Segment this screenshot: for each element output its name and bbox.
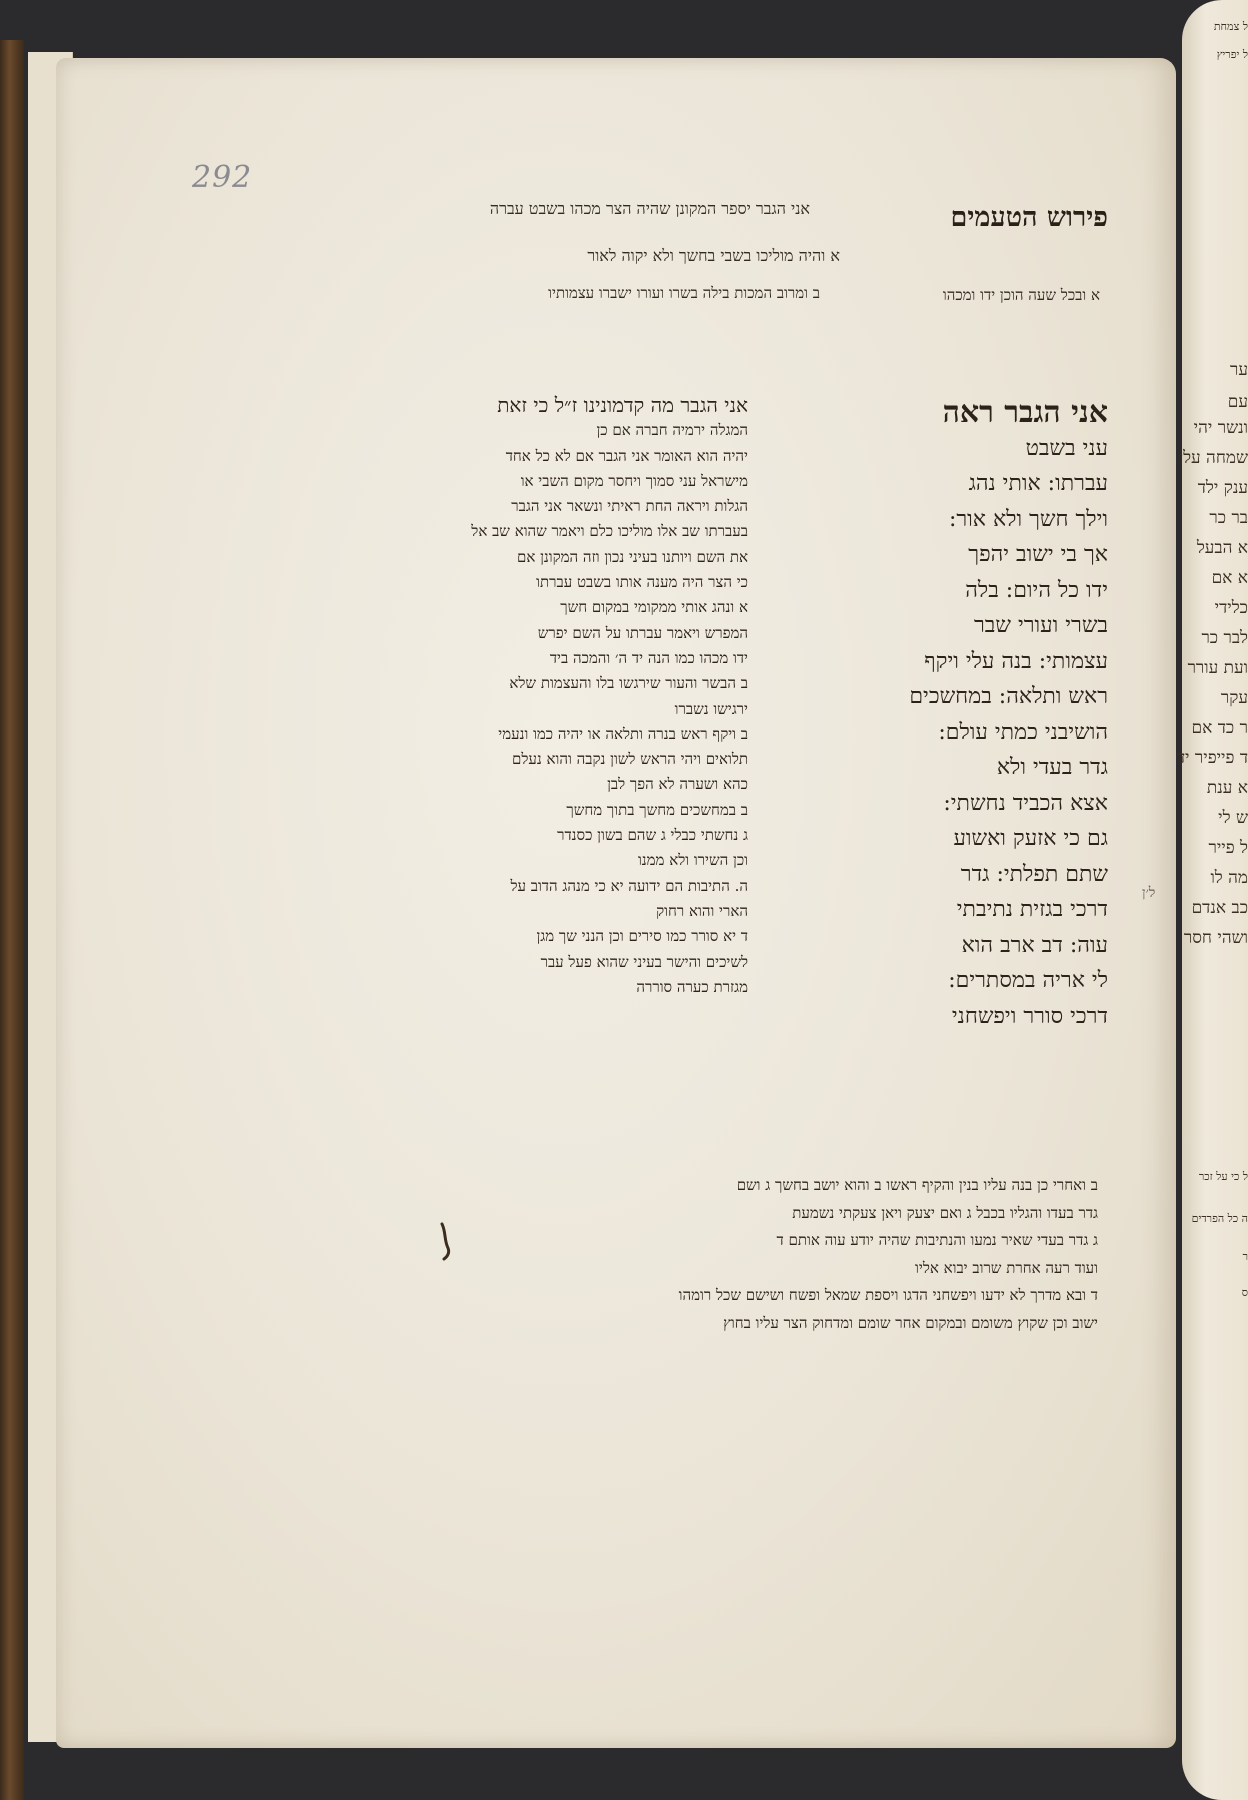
facing-page-fragment: ועת עורר <box>1187 658 1248 678</box>
facing-page-fragment: ענק ילד <box>1197 478 1248 498</box>
main-text-line: עוה: דב ארב הוא <box>961 932 1108 958</box>
main-text-line: הושיבני כמתי עולם: <box>938 719 1108 745</box>
facing-page-fragment: ר <box>1242 1250 1248 1263</box>
commentary-line: מישראל עני סמוך ויחסר מקום השבי או <box>520 471 748 490</box>
main-text-line: גדר בעדי ולא <box>996 755 1108 780</box>
facing-page-fragment: מה לו <box>1210 868 1248 888</box>
intro-line-2: א והיה מוליכו בשבי בחשך ולא יקוה לאור <box>587 246 840 265</box>
commentary-line: לשיכים והישר בעיני שהוא פעל עבר <box>540 952 748 971</box>
main-text-line: בשרי ועורי שבר <box>973 613 1108 638</box>
commentary-line: המפרש ויאמר עברתו על השם יפרש <box>537 623 748 642</box>
commentary-line: ה. התיבות הם ידועה יא כי מנהג הדוב על <box>510 876 748 895</box>
main-text-line: דרכי סורר ויפשחני <box>951 1003 1108 1029</box>
commentary-line: תלואים ויהי הראש לשון נקבה והוא נעלם <box>512 750 748 769</box>
bottom-note-line: ישוב וכן שקוץ משומם ובמקום אחר שומם ומדחוק הצר עליו בחוץ <box>723 1313 1098 1332</box>
main-text-line: גם כי אזעק ואשוע <box>953 826 1108 851</box>
main-text-line: ידו כל היום: בלה <box>965 577 1108 603</box>
folio-number: 292 <box>192 160 253 195</box>
facing-page-fragment: ר כד אם <box>1191 718 1248 738</box>
bottom-note-line: ג גדר בעדי שאיר נמעו והנתיבות שהיה יודע עוה אותם ד <box>776 1231 1098 1250</box>
commentary-line: ד יא סורר כמו סירים וכן הנני שך מגן <box>536 927 748 946</box>
commentary-line: ג נחשתי כבלי ג שהם בשון כסנדר <box>557 826 748 845</box>
commentary-line: אני הגבר מה קדמונינו ז״ל כי זאת <box>497 393 748 417</box>
commentary-line: יהיה הוא האומר אני הגבר אם לא כל אחד <box>505 446 748 465</box>
facing-page-fragment: ל כי על זכר <box>1198 1170 1248 1183</box>
facing-page-fragment: ס <box>1241 1286 1248 1299</box>
commentary-line: ב הבשר והעור שירגשו בלו והעצמות שלא <box>509 674 748 693</box>
facing-page-fragment: עם <box>1227 392 1248 412</box>
commentary-line: כהא ושערה לא הפך לבן <box>607 775 748 794</box>
main-text-line: וילך חשך ולא אור: <box>948 506 1108 532</box>
facing-page-fragment: בר כר <box>1209 508 1248 528</box>
facing-page-fragment: ד פייפיר יד <box>1176 748 1248 768</box>
main-text-line: שתם תפלתי: גדר <box>960 861 1108 887</box>
main-text-line: עני בשבט <box>1025 435 1108 461</box>
bottom-note-line: ד ובא מדרך לא ידעו ויפשחני הדגו ויספת שמאל ופשח ושישם שכל רומהו <box>678 1286 1098 1305</box>
commentary-line: ירגישו נשברו <box>674 699 748 718</box>
main-text-line: עברתו: אותי נהג <box>968 471 1108 496</box>
bottom-note-line: ב ואחרי כן בנה עליו בנין והקיף ראשו ב והוא יושב בחשך ג ושם <box>736 1176 1098 1194</box>
commentary-line: הגלות ויראה החת ראיתי ונשאר אני הגבר <box>511 497 748 516</box>
facing-page-fragment: ל יפריץ <box>1216 48 1248 61</box>
facing-page-fragment: א אם <box>1211 568 1248 588</box>
main-text-line: אני הגבר ראה <box>942 395 1108 430</box>
main-text-line: אך בי ישוב יהפך <box>968 542 1108 567</box>
intro-line-4: ב ומרוב המכות בילה בשרו ועורו ישברו עצמותיו <box>548 284 820 302</box>
margin-annotation: ל׳ן <box>1142 885 1156 901</box>
main-text-line: דרכי בגזית נתיבתי <box>956 897 1108 922</box>
facing-page-fragment: ל פייר <box>1208 838 1248 858</box>
main-text-line: ראש ותלאה: במחשכים <box>909 684 1108 709</box>
section-title: פירוש הטעמים <box>950 202 1108 233</box>
main-text-line: עצמותי: בנה עלי ויקף <box>924 648 1108 674</box>
commentary-line: בעברתו שב אלו מוליכו כלם ויאמר שהוא שב אל <box>471 522 748 541</box>
commentary-line: הארי והוא רחוק <box>656 901 748 920</box>
commentary-line: א ונהג אותי ממקומי במקום חשך <box>560 598 748 617</box>
main-text-line: אצא הכביד נחשתי: <box>943 790 1108 816</box>
facing-page-fragment: ה כל הפרדים <box>1191 1212 1248 1225</box>
book-binding <box>0 40 24 1800</box>
facing-page-fragment: כלידי <box>1214 598 1248 618</box>
facing-page-fragment: לבר כר <box>1201 628 1248 648</box>
facing-page-fragment: ש לי <box>1218 808 1248 828</box>
facing-page-fragment: ער <box>1230 360 1248 380</box>
commentary-line: ב ויקף ראש בנרה ותלאה או יהיה כמו ונעמי <box>498 724 748 743</box>
facing-page-fragment: א ענת <box>1206 778 1248 798</box>
commentary-line: וכן השירו ולא ממנו <box>637 851 748 870</box>
bottom-note-line: ועוד רעה אחרת שרוב יבוא אליו <box>915 1258 1098 1277</box>
bottom-note-line: גדר בעדו והגליו בכבל ג ואם יצעק ויאן צעקתי נשמעת <box>792 1203 1098 1222</box>
main-text-line: לי אריה במסתרים: <box>948 968 1108 993</box>
commentary-line: ידו מכהו כמו הנה יד ה׳ והמכה ביד <box>549 648 748 667</box>
facing-page-fragment: ושהי חסר <box>1183 928 1248 948</box>
commentary-line: כי הצר היה מענה אותו בשבט עברתו <box>536 573 748 592</box>
facing-page-fragment: ונשר יהי <box>1193 418 1248 438</box>
facing-page-fragment: ל צמחת <box>1213 20 1248 33</box>
facing-page-fragment: שמחה עלי <box>1178 448 1248 468</box>
intro-line-1: אני הגבר יספר המקונן שהיה הצר מכהו בשבט עברה <box>489 199 810 218</box>
facing-page-fragment: א הבעל <box>1196 538 1248 558</box>
commentary-line: ב במחשכים מחשך בתוך מחשך <box>566 800 748 819</box>
commentary-line: המגלה ירמיה חברה אם כן <box>596 421 748 440</box>
facing-page-fragment: כב אנדם <box>1191 898 1248 918</box>
commentary-column <box>338 393 748 1000</box>
intro-line-3: א ובכל שעה הוכן ידו ומכהו <box>942 286 1100 304</box>
commentary-line: את השם ויותנו בעיני נכון וזה המקונן אם <box>516 547 748 566</box>
ink-pointer-mark <box>438 1222 456 1260</box>
commentary-line: מגזרת כערה סוררה <box>636 977 748 996</box>
main-text-column <box>878 395 1108 1034</box>
facing-page-fragment: עקר <box>1220 688 1248 708</box>
